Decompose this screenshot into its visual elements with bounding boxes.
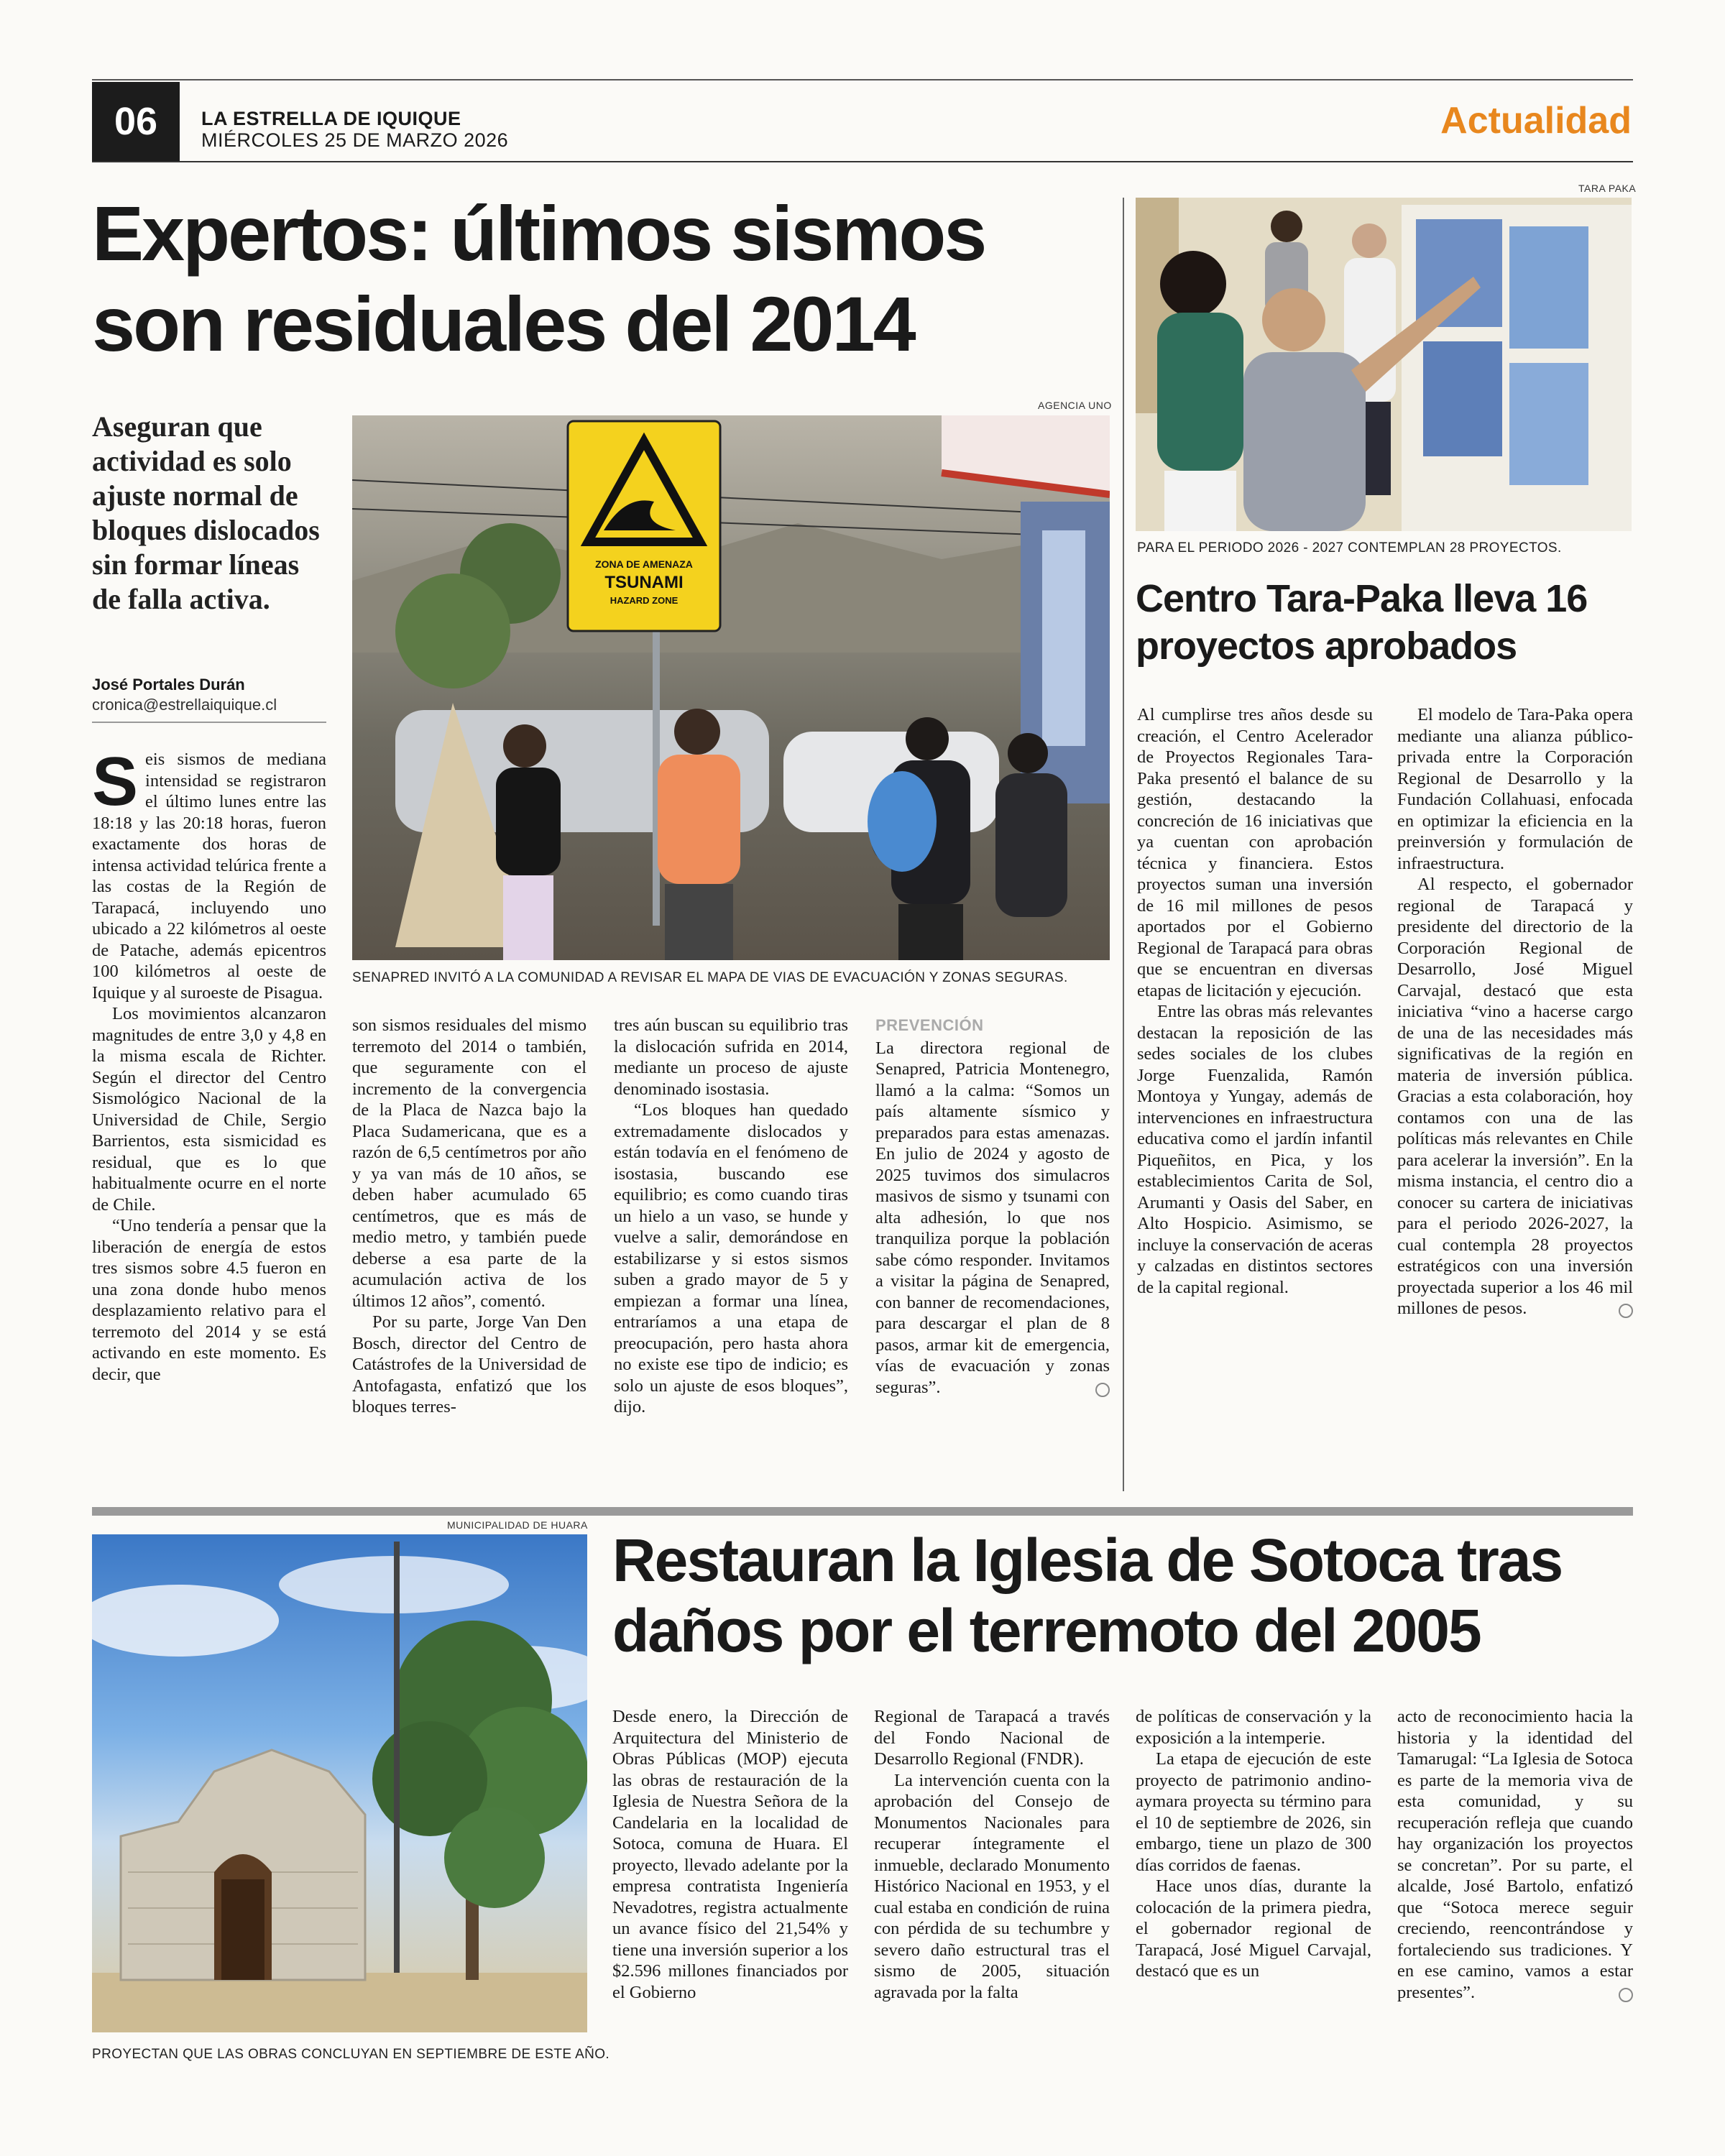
paragraph: El modelo de Tara-Paka opera mediante una alianza público-privada entre la Corporación Regional de Desarrollo y la Fundación Collahuasi, enfocada en optimizar la eficiencia en la preinversión y formulación de infraestructura. [1397, 705, 1633, 873]
bottom-photo-caption: PROYECTAN QUE LAS OBRAS CONCLUYAN EN SEPTIEMBRE DE ESTE AÑO. [92, 2047, 610, 2062]
bottom-column-3 [1136, 1706, 1371, 1982]
paragraph: Hace unos días, durante la colocación de la primera piedra, el gobernador regional de Tarapacá, José Miguel Carvajal, destacó que es un [1136, 1876, 1371, 1981]
main-column-1 [92, 743, 326, 1385]
paragraph [1397, 1706, 1633, 2003]
exhibition-scene [1136, 198, 1632, 531]
main-column-3 [614, 1015, 848, 1418]
side-column-1 [1137, 704, 1373, 1298]
section-label: Actualidad [1440, 100, 1632, 142]
paragraph: La etapa de ejecución de este proyecto de patrimonio andino-aymara proyecta su término para el 10 de septiembre de 2026, sin embargo, tiene un plazo de 300 días corridos de faenas. [1136, 1749, 1371, 1875]
header-rule [92, 161, 1633, 162]
end-mark-icon [1095, 1383, 1110, 1397]
church-sotoca-scene [92, 1534, 587, 2032]
main-deck: Aseguran que actividad es solo ajuste normal de bloques dislocados sin formar líneas de falla activa. [92, 410, 320, 615]
dropcap: S [92, 743, 139, 820]
sign-line-3: HAZARD ZONE [610, 595, 678, 606]
byline-rule [92, 722, 326, 723]
bottom-column-1 [612, 1706, 848, 2003]
bottom-photo [92, 1534, 587, 2032]
end-mark-icon [1619, 1988, 1633, 2002]
paragraph [875, 1038, 1110, 1399]
paragraph: Al cumplirse tres años desde su creación, el Centro Acelerador de Proyectos Regionales Tara-Paka presentó el balance de su gestión, destacando la concreción de 16 iniciativas que ya cuentan con aprobación técnica y financiera. Estos proyectos suman una inversión de 16 mil millones de pesos aportados por el Gobierno Regional de Tarapacá para obras que se encuentran en diversas etapas de licitación y ejecución. [1137, 705, 1373, 1000]
side-photo-caption: PARA EL PERIODO 2026 - 2027 CONTEMPLAN 28 PROYECTOS. [1137, 540, 1562, 556]
bottom-photo-credit: MUNICIPALIDAD DE HUARA [447, 1519, 588, 1531]
top-rule [92, 79, 1633, 80]
author-name: José Portales Durán [92, 676, 245, 694]
main-photo [352, 415, 1110, 960]
paragraph: eis sismos de mediana intensidad se registraron el último lunes entre las 18:18 y las 20:18 horas, fueron exactamente dos horas de intensa actividad telúrica frente a las costas de la Región de Tarapacá, incluyendo uno ubicado a 22 kilómetros al oeste de Patache, además epicentros 100 kilómetros al oeste de Iquique y al suroeste de Pisagua. [92, 750, 326, 1003]
end-mark-icon [1619, 1304, 1633, 1318]
paragraph: Los movimientos alcanzaron magnitudes de entre 3,0 y 4,8 en la misma escala de Richter. Según el director del Centro Sismológico Nacional de la Universidad de Chile, Sergio Barrientos, esta sismicidad es residual, que es lo que habitualmente ocurre en el norte de Chile. [92, 1004, 326, 1215]
paragraph-text: acto de reconocimiento hacia la historia y la identidad del Tamarugal: “La Iglesia de Sotoca es parte de la memoria viva de esta comunidad, y su recuperación refleja que cuando hay organización los proyectos se concretan”. Por su parte, el alcalde, José Bartolo, enfatizó que “Sotoca merece seguir creciendo, reencontrándose y fortaleciendo sus tradiciones. Y en ese camino, vamos a estar presentes”. [1397, 1707, 1633, 2002]
paragraph-text: La directora regional de Senapred, Patricia Montenegro, llamó a la calma: “Somos un país altamente sísmico y preparados para estas amenazas. En julio de 2024 y agosto de 2025 tuvimos dos simulacros masivos de sismo y tsunami con alta adhesión, lo que nos tranquiliza porque la población sabe cómo responder. Invitamos a visitar la página de Senapred, con banner de recomendaciones, para descargar el plan de 8 pasos, armar kit de emergencia, vías de evacuación y zonas seguras”. [875, 1038, 1110, 1397]
bottom-column-4 [1397, 1706, 1633, 2003]
section-divider [92, 1507, 1633, 1516]
paragraph: de políticas de conservación y la exposición a la intemperie. [1136, 1707, 1371, 1748]
paragraph: Desde enero, la Dirección de Arquitectura del Ministerio de Obras Públicas (MOP) ejecuta las obras de restauración de la Iglesia de Nuestra Señora de la Candelaria en la localidad de Sotoca, comuna de Huara. El proyecto, llevado adelante por la empresa contratista Ingeniería Nevadotres, registra actualmente un avance físico del 21,54% y tiene una inversión superior a los $2.596 millones financiados por el Gobierno [612, 1707, 848, 2002]
main-photo-caption: SENAPRED INVITÓ A LA COMUNIDAD A REVISAR EL MAPA DE VIAS DE EVACUACIÓN Y ZONAS SEGURAS. [352, 970, 1068, 985]
paragraph: “Los bloques han quedado extremadamente dislocados y están todavía en el fenómeno de isostasia, buscando ese equilibrio; es como cuando tiras un hielo a un vaso, se hunde y vuelve a salir, demorándose en estabilizarse y si estos sismos suben a grado mayor de 5 y empiezan a formar una línea, entraríamos a una etapa de preocupación, pero hasta ahora no existe ese tipo de indicio; es solo un ajuste de esos bloques”, dijo. [614, 1100, 848, 1416]
issue-date: MIÉRCOLES 25 DE MARZO 2026 [201, 129, 509, 151]
main-column-2 [352, 1015, 586, 1418]
sign-line-1: ZONA DE AMENAZA [595, 558, 693, 570]
side-column-2 [1397, 704, 1633, 1319]
main-headline: Expertos: últimos sismos son residuales del 2014 [92, 190, 985, 367]
bottom-headline: Restauran la Iglesia de Sotoca tras daños por el terremoto del 2005 [612, 1526, 1563, 1664]
sign-line-2: TSUNAMI [604, 573, 684, 592]
paragraph: Regional de Tarapacá a través del Fondo Nacional de Desarrollo Regional (FNDR). [874, 1707, 1110, 1769]
main-photo-credit: AGENCIA UNO [1038, 400, 1112, 411]
paragraph: La intervención cuenta con la aprobación del Consejo de Monumentos Nacionales para recuperar íntegramente el inmueble, declarado Monumento Histórico Nacional en 1953, y el cual estaba en condición de ruina con pérdida de su techumbre y severo daño estructural tras el sismo de 2005, situación agravada por la falta [874, 1770, 1110, 2002]
side-headline: Centro Tara-Paka lleva 16 proyectos aprobados [1136, 577, 1588, 668]
page-number: 06 [92, 82, 180, 161]
section-kicker: PREVENCIÓN [875, 1016, 984, 1034]
paragraph: “Uno tendería a pensar que la liberación de energía de estos tres sismos sobre 4.5 fueron en una zona donde hubo menos desplazamiento relativo para el terremoto del 2014 y se está activando en este momento. Es decir, que [92, 1216, 326, 1384]
column-separator [1123, 198, 1124, 1491]
paragraph: Entre las obras más relevantes destacan la reposición de las sedes sociales de los clubes Jorge Fuenzalida, Ramón Montoya y Yungay, además de intervenciones en infraestructura educativa como el jardín infantil Piqueñitos, en Pica, y los establecimientos Carita de Sol, Arumanti y Oasis del Saber, en Alto Hospicio. Asimismo, se incluye la conservación de aceras y calzadas en distintos sectores de la capital regional. [1137, 1002, 1373, 1297]
bottom-column-2 [874, 1706, 1110, 2003]
newspaper-name: LA ESTRELLA DE IQUIQUE [201, 108, 461, 129]
main-column-4 [875, 1015, 1110, 1398]
paragraph: tres aún buscan su equilibrio tras la dislocación sufrida en 2014, mediante un proceso de ajuste denominado isostasia. [614, 1015, 848, 1099]
paragraph-text: Al respecto, el gobernador regional de Tarapacá y presidente del directorio de la Corporación Regional de Desarrollo, José Miguel Carvajal, destacó que esta iniciativa “vino a hacerse cargo de una de las necesidades más significativas de la región en materia de inversión pública. Gracias a esta colaboración, hoy contamos con una de las políticas más relevantes en Chile para acelerar la inversión”. En la misma instancia, el centro dio a conocer su cartera de iniciativas para el periodo 2026-2027, la cual contempla 28 proyectos estratégicos con una inversión proyectada superior a los 46 mil millones de pesos. [1397, 875, 1633, 1318]
paragraph [1397, 874, 1633, 1319]
author-email: cronica@estrellaiquique.cl [92, 696, 277, 714]
side-photo-credit: TARA PAKA [1578, 183, 1637, 194]
paragraph: son sismos residuales del mismo terremoto del 2014 o también, que seguramente con el incremento de la convergencia de la Placa de Nazca bajo la Placa Sudamericana, que es a razón de 6,5 centímetros por año y ya van más de 10 años, se deben haber acumulado 65 centímetros, que es más de medio metro, y también puede deberse a esa parte de la acumulación activa de los últimos 12 años”, comentó. [352, 1015, 586, 1311]
paragraph: Por su parte, Jorge Van Den Bosch, director del Centro de Catástrofes de la Universidad de Antofagasta, enfatizó que los bloques terres- [352, 1312, 586, 1416]
side-photo [1136, 198, 1632, 531]
tsunami-street-scene [352, 415, 1110, 960]
